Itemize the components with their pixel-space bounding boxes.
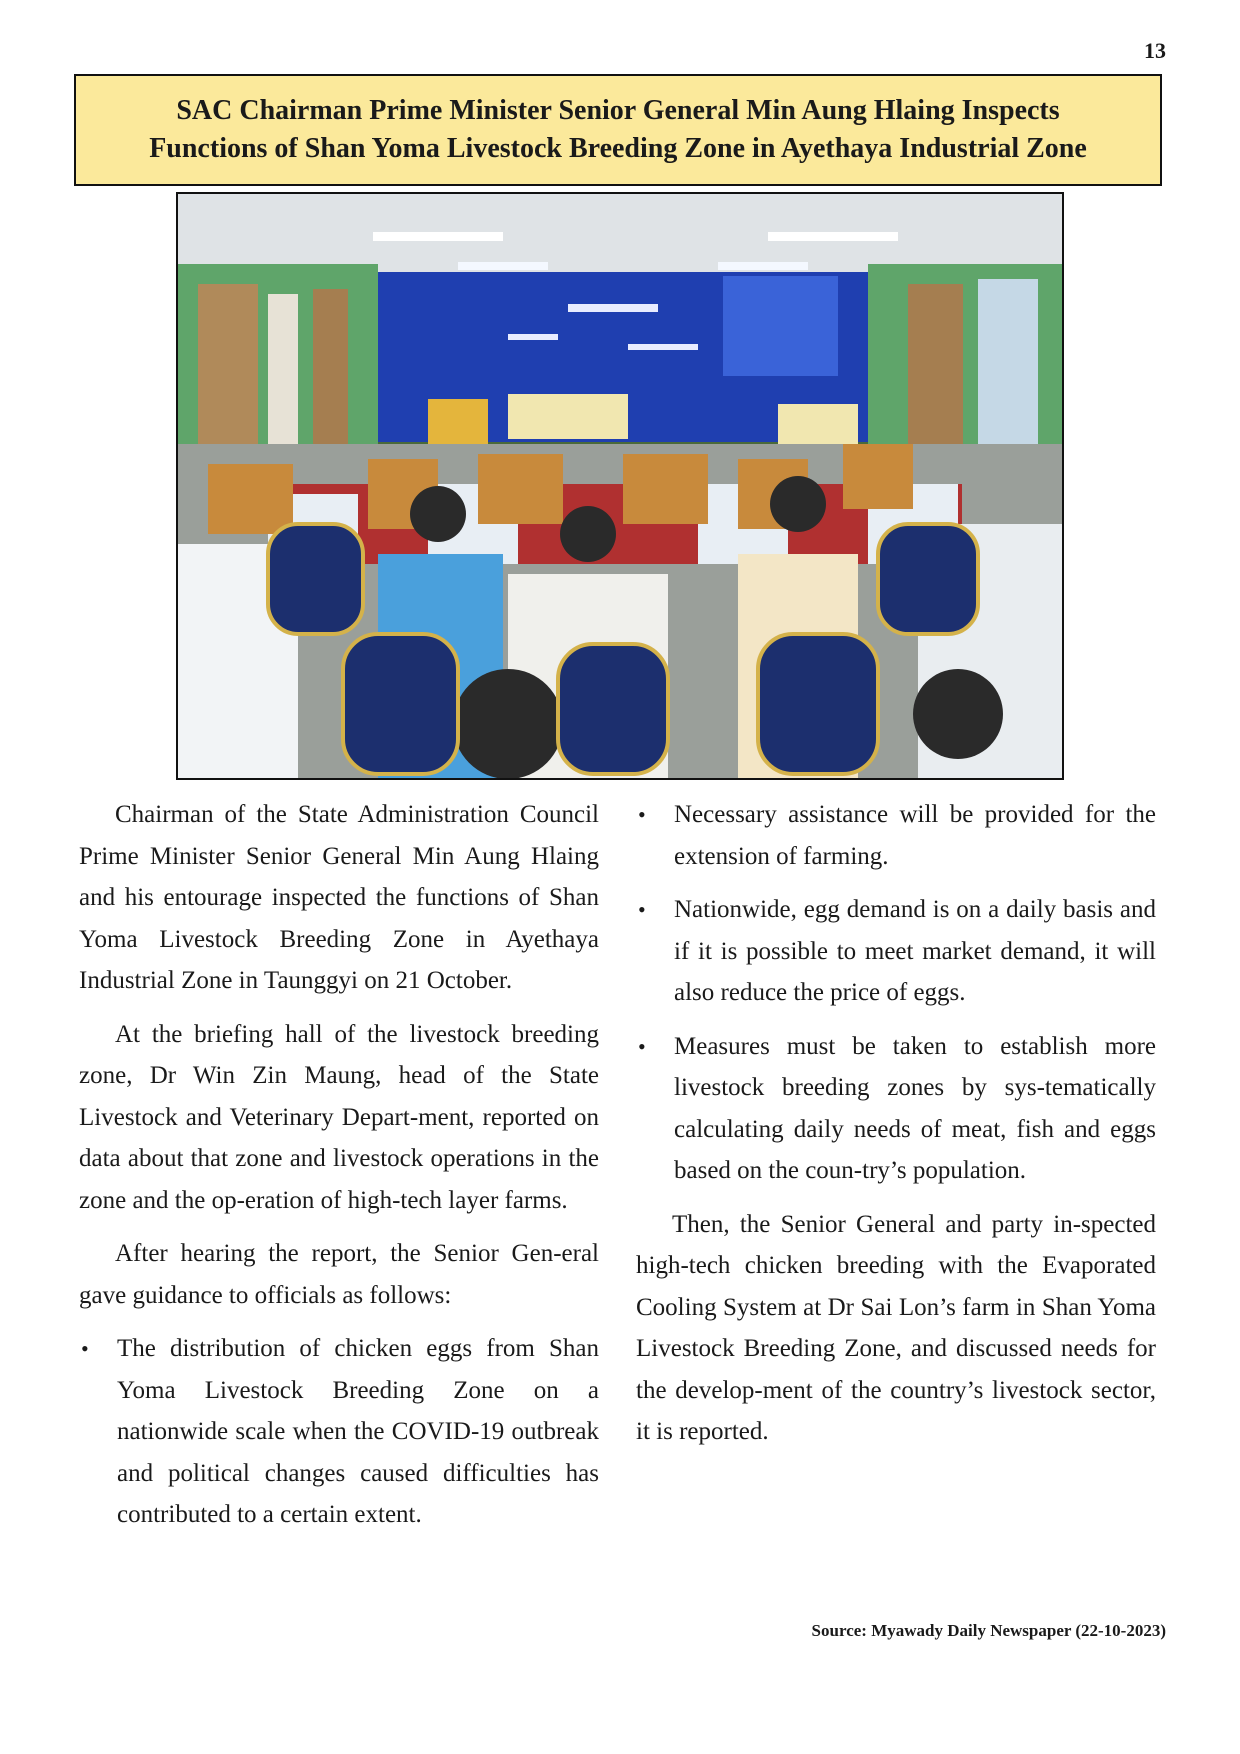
source-credit: Source: Myawady Daily Newspaper (22-10-2023)	[811, 1621, 1166, 1640]
list-item	[636, 889, 1156, 1014]
bullet-text: Measures must be taken to establish more livestock breeding zones by sys-tematically calculating daily needs of meat, fish and eggs based on the coun-try’s population.	[674, 1032, 1156, 1184]
right-column	[636, 794, 1156, 1465]
meeting-hall-photo	[176, 192, 1064, 780]
paragraph-4: Then, the Senior General and party in-spected high-tech chicken breeding with the Evaporated Cooling System at Dr Sai Lon’s farm in Shan Yoma Livestock Breeding Zone, and discussed needs for the develop-ment of the country’s livestock sector, it is reported.	[636, 1210, 1156, 1445]
paragraph-1: Chairman of the State Administration Council Prime Minister Senior General Min Aung Hlaing and his entourage inspected the functions of Shan Yoma Livestock Breeding Zone in Ayethaya Industrial Zone in Taunggyi on 21 October.	[79, 801, 599, 994]
bullet-text: Necessary assistance will be provided for the extension of farming.	[674, 801, 1156, 870]
list-item	[636, 794, 1156, 877]
paragraph-3: After hearing the report, the Senior Gen-eral gave guidance to officials as follows:	[79, 1240, 599, 1309]
list-item	[79, 1328, 599, 1536]
guidance-list-right	[636, 794, 1156, 1192]
bullet-icon: •	[81, 1336, 89, 1361]
bullet-text: The distribution of chicken eggs from Shan Yoma Livestock Breeding Zone on a nationwide scale when the COVID-19 outbreak and political changes caused difficulties has contributed to a certain extent.	[117, 1335, 599, 1528]
headline-box	[74, 74, 1162, 186]
paragraph-2: At the briefing hall of the livestock breeding zone, Dr Win Zin Maung, head of the State Livestock and Veterinary Depart-ment, reported on data about that zone and livestock operations in the zone and the op-eration of high-tech layer farms.	[79, 1020, 599, 1214]
page-number: 13	[1144, 38, 1166, 63]
guidance-list-left	[79, 1328, 599, 1536]
headline-line-1: SAC Chairman Prime Minister Senior General Min Aung Hlaing Inspects	[176, 95, 1060, 126]
left-column	[79, 794, 599, 1548]
list-item	[636, 1026, 1156, 1192]
bullet-icon: •	[638, 802, 646, 827]
bullet-text: Nationwide, egg demand is on a daily basis and if it is possible to meet market demand, it will also reduce the price of eggs.	[674, 896, 1156, 1006]
bullet-icon: •	[638, 897, 646, 922]
headline-line-2: Functions of Shan Yoma Livestock Breeding Zone in Ayethaya Industrial Zone	[149, 133, 1087, 164]
meeting-hall-photo-icon	[178, 194, 1062, 778]
bullet-icon: •	[638, 1033, 646, 1059]
